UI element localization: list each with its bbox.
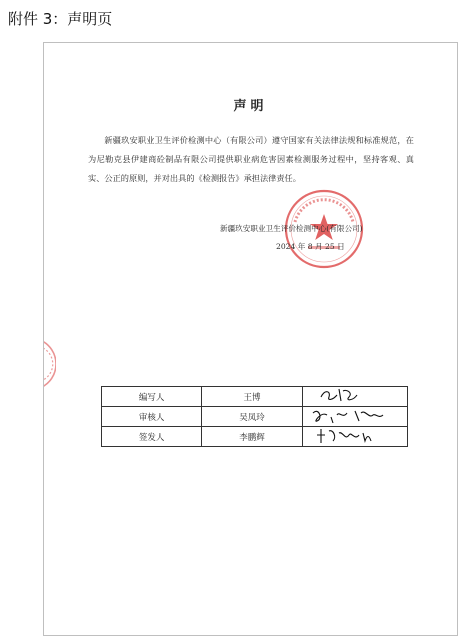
signature-table	[101, 386, 408, 447]
table-row	[102, 427, 408, 447]
role-cell: 签发人	[102, 427, 202, 447]
handwritten-signature	[303, 423, 408, 449]
role-cell: 编写人	[102, 387, 202, 407]
document-heading: 声明	[233, 99, 268, 114]
name-cell: 李鹏辉	[202, 427, 302, 447]
attachment-title: 附件 3：声明页	[8, 10, 113, 28]
name-cell: 吴凤玲	[202, 407, 302, 427]
name-cell: 王博	[202, 387, 302, 407]
organization-name: 新疆玖安职业卫生评价检测中心(有限公司)	[220, 224, 363, 233]
issue-date: 2024 年 8 月 25 日	[276, 242, 345, 251]
statement-page	[43, 42, 458, 636]
signature-cell	[302, 427, 407, 447]
side-seal-fragment	[43, 336, 56, 392]
role-cell: 审核人	[102, 407, 202, 427]
statement-paragraph: 新疆玖安职业卫生评价检测中心（有限公司）遵守国家有关法律法规和标准规范，在为尼勒克县伊建商砼制品有限公司提供职业病危害因素检测服务过程中，坚持客观、真实、公正的原则，并对出具的《检测报告》承担法律责任。	[88, 135, 414, 183]
